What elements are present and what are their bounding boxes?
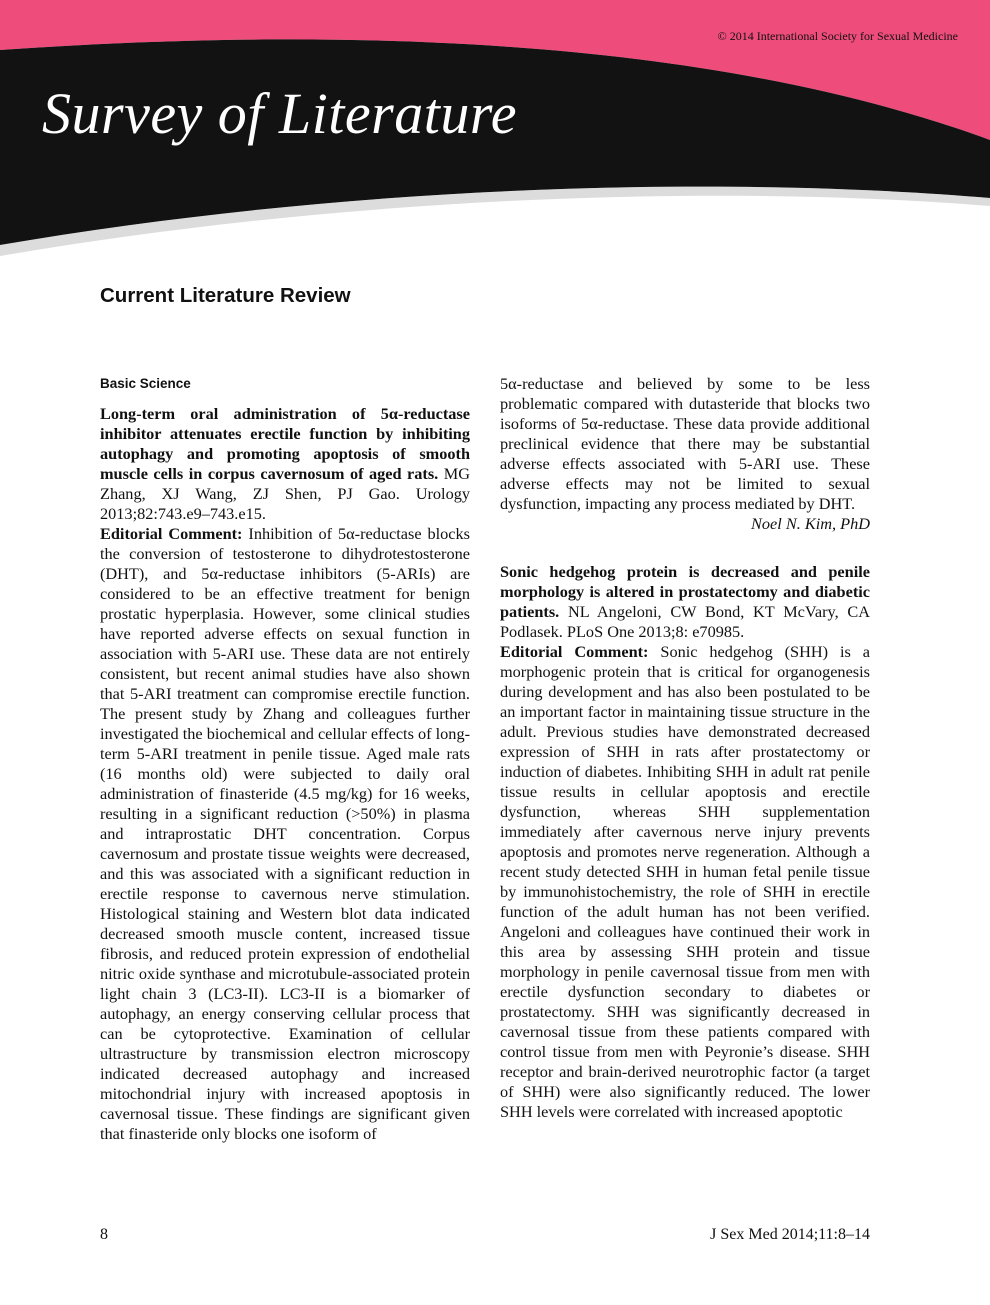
article-separator <box>500 534 870 562</box>
article1-heading <box>100 404 470 524</box>
category-heading: Basic Science <box>100 376 191 391</box>
section-title: Current Literature Review <box>100 284 351 307</box>
article2-title: Sonic hedgehog protein is decreased and penile morphology is altered in prostatectomy and diabetic patients. <box>500 562 870 621</box>
journal-reference: J Sex Med 2014;11:8–14 <box>710 1226 870 1243</box>
article2-heading <box>500 562 870 642</box>
article1-comment-text: Inhibition of 5α-reductase blocks the conversion of testosterone to dihydrotestosterone (DHT), and 5α-reductase inhibitors (5-ARIs) are considered to be an effective treatment for benign prostatic hyperplasia. However, some clinical studies have reported adverse effects on sexual function in association with 5-ARI use. These data are not entirely consistent, but recent animal studies have also shown that 5-ARI treatment can compromise erectile function. The present study by Zhang and colleagues further investigated the biochemical and cellular effects of long-term 5-ARI treatment in penile tissue. Aged male rats (16 months old) were subjected to daily oral administration of finasteride (4.5 mg/kg) for 16 weeks, resulting in a significant reduction (>50%) in plasma and intraprostatic DHT concentration. Corpus cavernosum and prostate tissue weights were decreased, and this was associated with a significant reduction in erectile response to cavernous nerve stimulation. Histological staining and Western blot data indicated decreased smooth muscle content, increased tissue fibrosis, and reduced protein expression of endothelial nitric oxide synthase and microtubule-associated protein light chain 3 (LC3-II). LC3-II is a biomarker of autophagy, an energy conserving cellular process that can be cytoprotective. Examination of cellular ultrastructure by transmission electron microscopy indicated decreased autophagy and increased mitochondrial injury with increased apoptosis in cavernosal tissue. These findings are significant given that finasteride only blocks one isoform of <box>100 524 470 1143</box>
article1-comment-continued: 5α-reductase and believed by some to be less problematic compared with dutasteride that blocks two isoforms of 5α-reductase. These data provide additional preclinical evidence that there may be substantial adverse effects associated with 5-ARI use. These adverse effects may not be limited to sexual dysfunction, impacting any process mediated by DHT. <box>500 374 870 513</box>
article1-signature: Noel N. Kim, PhD <box>751 514 870 533</box>
page-number: 8 <box>100 1226 108 1243</box>
article1-comment <box>100 524 470 1144</box>
article1-comment-label: Editorial Comment: <box>100 524 243 543</box>
left-column <box>100 374 470 1144</box>
article2-comment-text: Sonic hedgehog (SHH) is a morphogenic protein that is critical for organogenesis during development and has also been postulated to be an important factor in maintaining tissue structure in the adult. Previous studies have demonstrated decreased expression of SHH in rats after prostatectomy or induction of diabetes. Inhibiting SHH in adult rat penile tissue results in cellular apoptosis and erectile dysfunction, whereas SHH supplementation immediately after cavernous nerve injury prevents apoptosis and promotes nerve regeneration. Although a recent study detected SHH in human fetal penile tissue by immunohistochemistry, the role of SHH in erectile function of the adult human has not been verified. Angeloni and colleagues have continued their work in this area by assessing SHH protein and tissue morphology in penile cavernosal tissue from men with erectile dysfunction secondary to diabetes or prostatectomy. SHH was significantly decreased in cavernosal tissue from these patients compared with control tissue from men with Peyronie’s disease. SHH receptor and brain-derived neurotrophic factor (a target of SHH) were also significantly reduced. The lower SHH levels were correlated with increased apoptotic <box>500 642 870 1121</box>
article2-comment <box>500 642 870 1122</box>
copyright-notice: © 2014 International Society for Sexual Medicine <box>717 29 958 43</box>
article2-comment-label: Editorial Comment: <box>500 642 649 661</box>
banner-title: Survey of Literature <box>42 81 517 146</box>
article2-citation: NL Angeloni, CW Bond, KT McVary, CA Podlasek. PLoS One 2013;8: e70985. <box>500 602 870 641</box>
right-column <box>500 374 870 1122</box>
article1-title: Long-term oral administration of 5α-reductase inhibitor attenuates erectile function by inhibiting autophagy and promoting apoptosis of smooth muscle cells in corpus cavernosum of aged rats. <box>100 404 470 483</box>
article1-citation: MG Zhang, XJ Wang, ZJ Shen, PJ Gao. Urology 2013;82:743.e9–743.e15. <box>100 464 470 523</box>
